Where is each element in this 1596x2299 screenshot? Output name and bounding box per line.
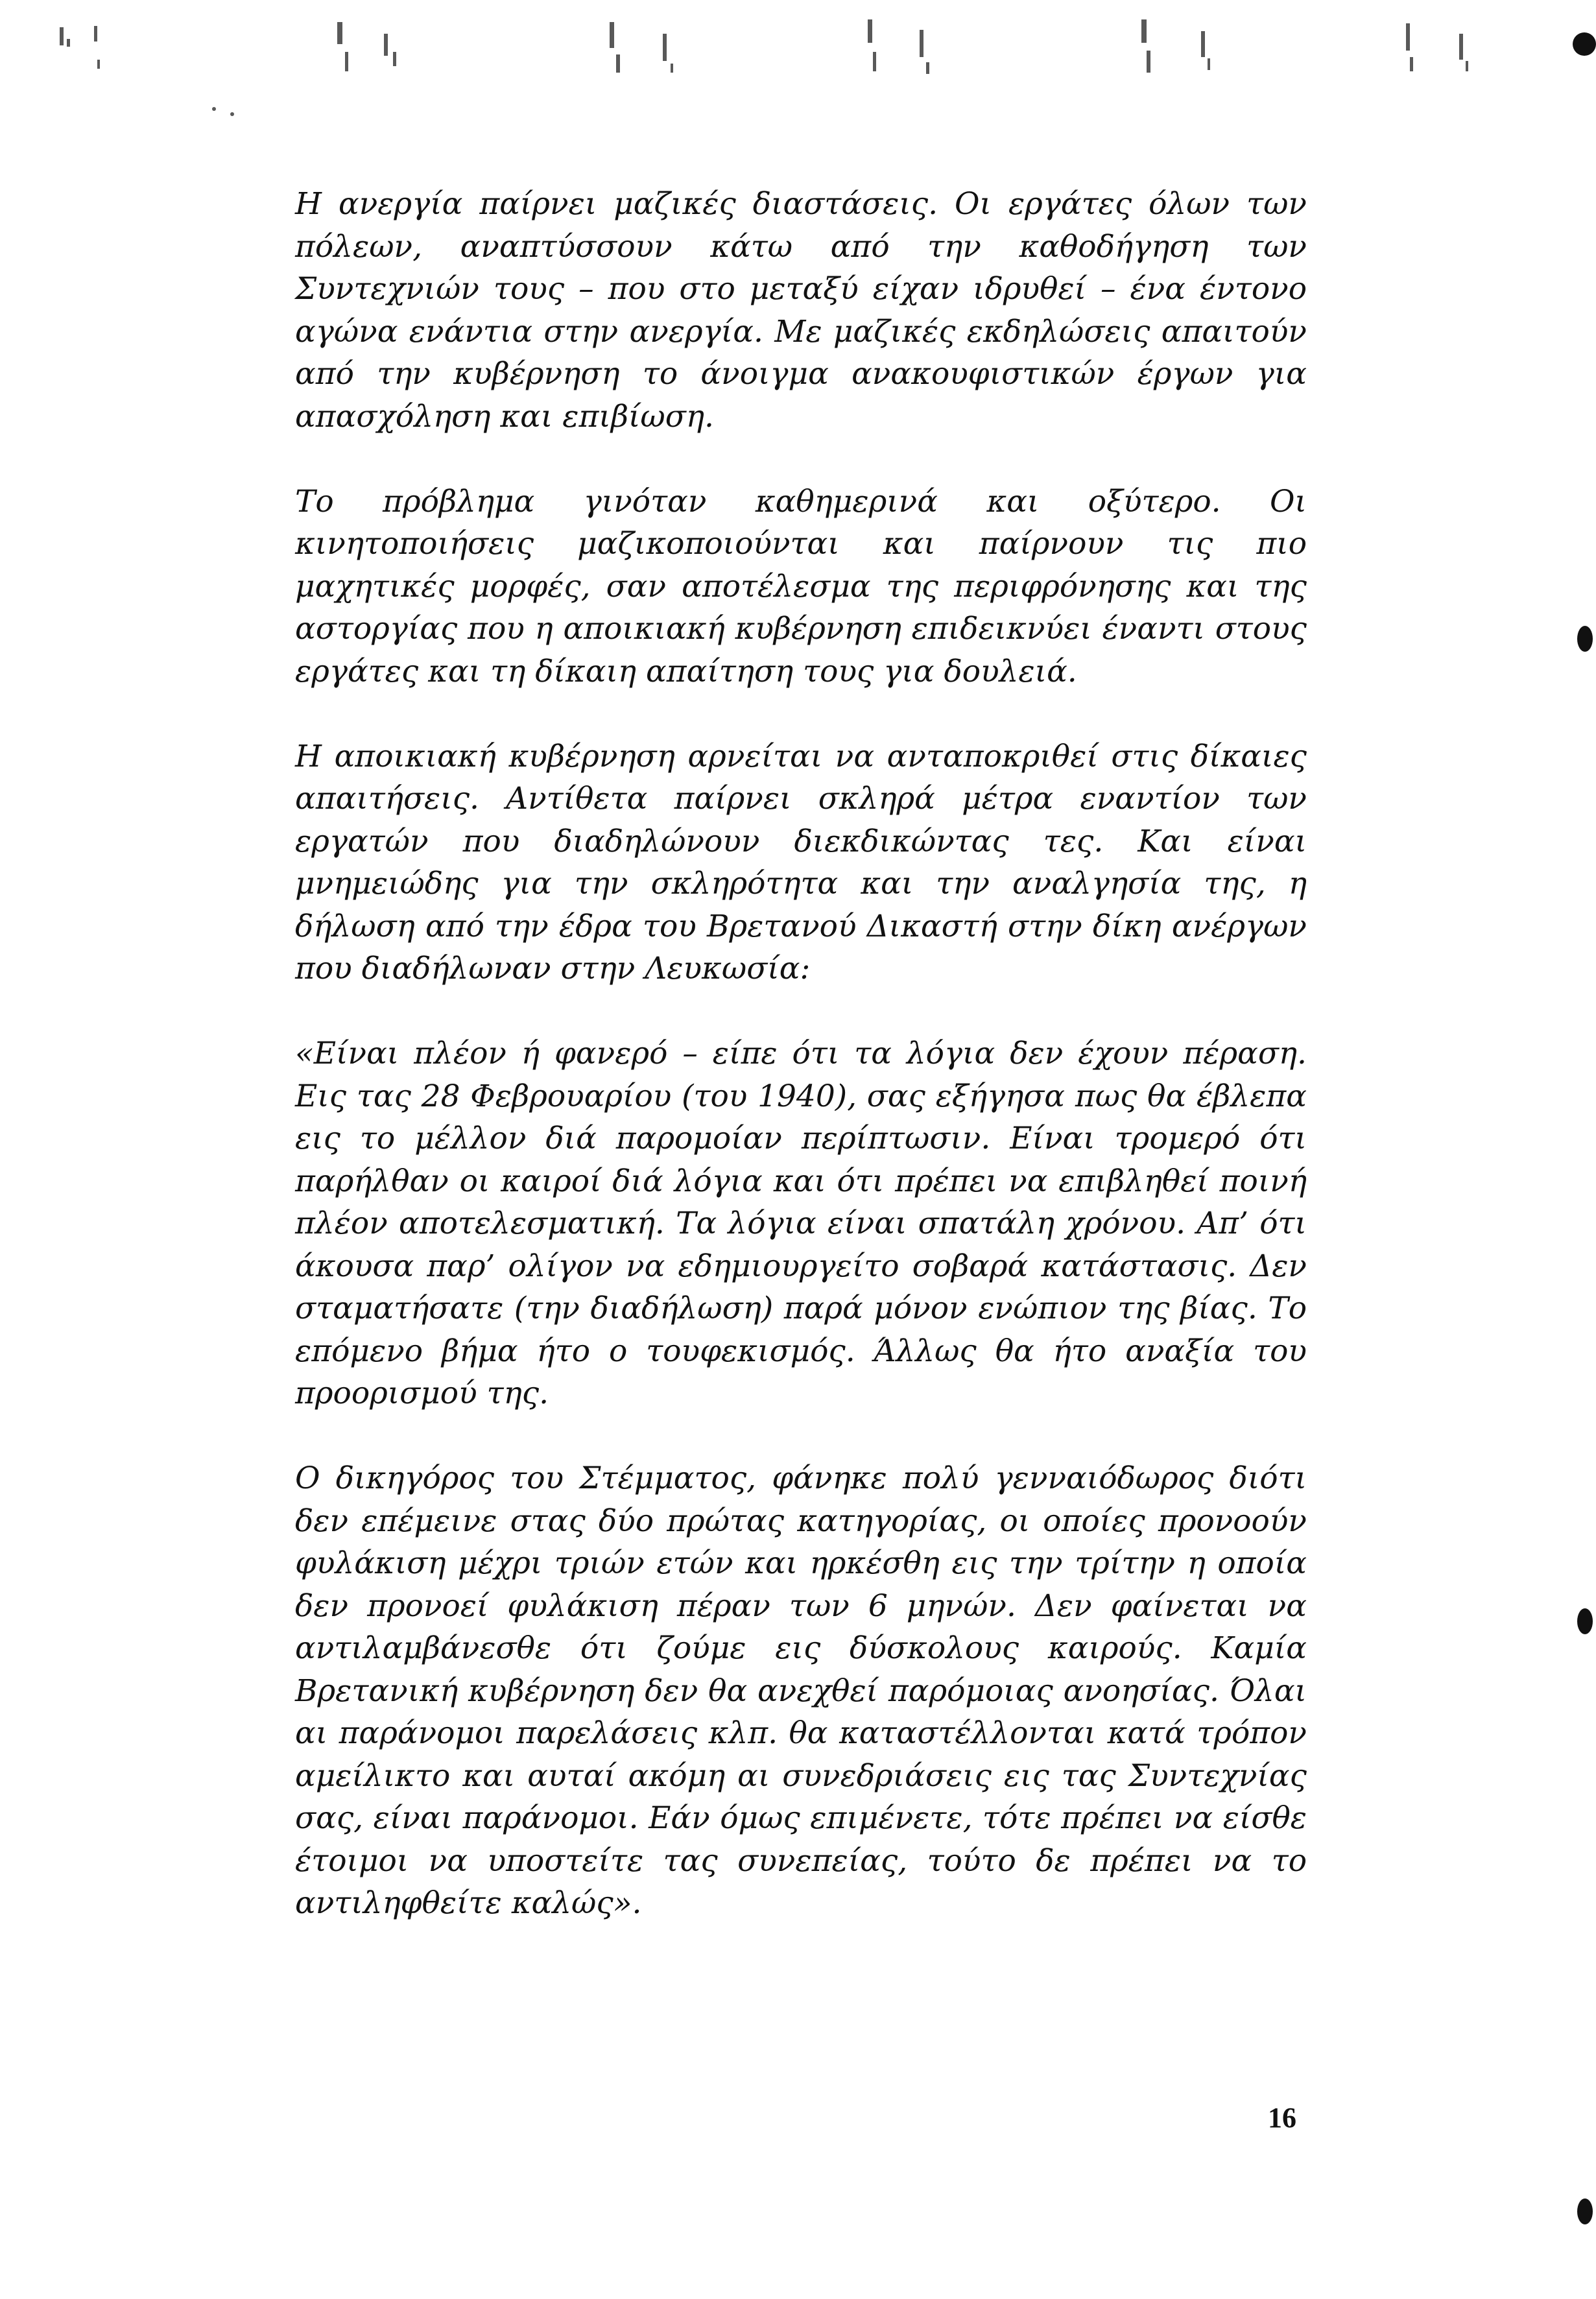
binder-hole [1577,626,1593,652]
binder-hole [1577,2198,1593,2224]
paragraph-unemployment: Η ανεργία παίρνει μαζικές διαστάσεις. Οι εργάτες όλων των πόλεων, αναπτύσσουν κάτω από την καθοδήγηση των Συντεχνιών τους – που στο μεταξύ είχαν ιδρυθεί – ένα έντονο αγώνα ενάντια στην ανεργία. Με μαζικές εκδηλώσεις απαιτούν από την κυβέρνηση το άνοιγμα ανακουφιστικών έργων για απασχόληση και επιβίωση. [295,186,1307,435]
paragraph-colonial-government: Η αποικιακή κυβέρνηση αρνείται να ανταποκριθεί στις δίκαιες απαιτήσεις. Αντίθετα παίρνει σκληρά μέτρα εναντίον των εργατών που διαδηλώνουν διεκδικώντας τες. Και είναι μνημειώδης για την σκληρότητα και την αναλγησία της, η δήλωση από την έδρα του Βρετανού Δικαστή στην δίκη ανέργων που διαδήλωναν στην Λευκωσία: [295,738,1307,986]
binder-hole [1573,32,1596,56]
paragraph-mobilizations: Το πρόβλημα γινόταν καθημερινά και οξύτερο. Οι κινητοποιήσεις μαζικοποιούνται και παίρνουν τις πιο μαχητικές μορφές, σαν αποτέλεσμα της περιφρόνησης και της αστοργίας που η αποικιακή κυβέρνηση επιδεικνύει έναντι στους εργάτες και τη δίκαιη απαίτηση τους για δουλειά. [295,483,1307,689]
scan-artifacts [0,0,1596,143]
page-number: 16 [1268,2102,1296,2134]
document-body [295,183,1307,1967]
paragraph-judge-quote: «Είναι πλέον ή φανερό – είπε ότι τα λόγια δεν έχουν πέραση. Εις τας 28 Φεβρουαρίου (του 1940), σας εξήγησα πως θα έβλεπα εις το μέλλον διά παρομοίαν περίπτωσιν. Είναι τρομερό ότι παρήλθαν οι καιροί διά λόγια και ότι πρέπει να επιβληθεί ποινή πλέον αποτελεσματική. Τα λόγια είναι σπατάλη χρόνου. Απ’ ότι άκουσα παρ’ ολίγον να εδημιουργείτο σοβαρά κατάστασις. Δεν σταματήσατε (την διαδήλωση) παρά μόνον ενώπιον της βίας. Το επόμενο βήμα ήτο ο τουφεκισμός. Άλλως θα ήτο αναξία του προορισμού της. [295,1036,1307,1411]
binder-hole [1577,1608,1593,1634]
paragraph-crown-lawyer: Ο δικηγόρος του Στέμματος, φάνηκε πολύ γενναιόδωρος διότι δεν επέμεινε στας δύο πρώτας κατηγορίας, οι οποίες προνοούν φυλάκιση μέχρι τριών ετών και ηρκέσθη εις την τρίτην η οποία δεν προνοεί φυλάκιση πέραν των 6 μηνών. Δεν φαίνεται να αντιλαμβάνεσθε ότι ζούμε εις δύσκολους καιρούς. Καμία Βρετανική κυβέρνηση δεν θα ανεχθεί παρόμοιας ανοησίας. Όλαι αι παράνομοι παρελάσεις κλπ. θα καταστέλλονται κατά τρόπον αμείλικτο και αυταί ακόμη αι συνεδριάσεις εις τας Συντεχνίας σας, είναι παράνομοι. Εάν όμως επιμένετε, τότε πρέπει να είσθε έτοιμοι να υποστείτε τας συνεπείας, τούτο δε πρέπει να το αντιληφθείτε καλώς». [295,1460,1307,1921]
